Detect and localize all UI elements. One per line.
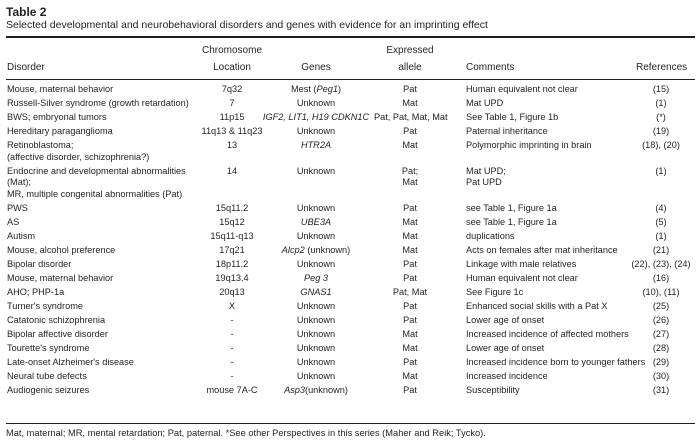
cell-genes: [262, 301, 370, 312]
cell-chromosome: mouse 7A-C: [206, 384, 258, 395]
cell-chromosome: 15q11-q13: [210, 230, 254, 241]
cell-chromosome: -: [230, 356, 234, 367]
cell-disorder-line: Audiogenic seizures: [7, 384, 90, 395]
cell-comments-line: Increased incidence: [466, 370, 548, 381]
cell-expressed-allele: [374, 315, 446, 326]
gene-symbol: GNAS1: [300, 286, 332, 297]
cell-comments-line: Susceptibility: [466, 384, 520, 395]
cell-genes: [262, 343, 370, 354]
cell-expressed-allele: [374, 231, 446, 242]
cell-disorder: [7, 357, 212, 368]
cell-genes: [262, 245, 370, 256]
cell-genes: [262, 166, 370, 177]
cell-disorder: [7, 343, 212, 354]
cell-disorder-line: Turner's syndrome: [7, 300, 83, 311]
cell-disorder-line: AHO; PHP-1a: [7, 286, 65, 297]
cell-references: (16): [652, 272, 670, 283]
cell-chromosome: 14: [226, 165, 238, 176]
cell-genes: [262, 126, 370, 137]
cell-expressed-allele-line: Pat: [403, 272, 417, 283]
cell-disorder: [7, 301, 212, 312]
gene-symbol: Asp3: [284, 384, 306, 395]
cell-disorder-line: Mouse, maternal behavior: [7, 84, 114, 95]
cell-genes: [262, 315, 370, 326]
gene-text: (unknown): [305, 384, 348, 395]
cell-comments: [466, 84, 626, 95]
cell-expressed-allele-line: Pat;: [401, 165, 419, 176]
cell-references: (5): [655, 216, 667, 227]
cell-comments: [466, 273, 626, 284]
cell-comments-line: Human equivalent not clear: [466, 84, 578, 95]
gene-symbol: Peg1: [316, 84, 338, 95]
cell-references: (30): [652, 370, 670, 381]
cell-disorder-line: AS: [7, 216, 20, 227]
gene-symbol: HTR2A: [300, 140, 332, 151]
cell-comments-line: Polymorphic imprinting in brain: [466, 140, 592, 151]
cell-genes: [262, 287, 370, 298]
cell-disorder-line: Hereditary paraganglioma: [7, 126, 113, 137]
cell-chromosome: 7q32: [221, 84, 243, 95]
cell-comments-line: see Table 1, Figure 1a: [466, 202, 557, 213]
cell-references: (19): [652, 126, 670, 137]
cell-disorder: [7, 140, 212, 163]
cell-expressed-allele-line: Mat: [402, 370, 418, 381]
table-row: [0, 139, 700, 164]
cell-expressed-allele-line: Pat, Mat: [392, 286, 428, 297]
gene-text: ): [337, 84, 342, 95]
cell-expressed-allele-line: Mat: [402, 342, 418, 353]
cell-genes: [262, 357, 370, 368]
cell-expressed-allele: [374, 259, 446, 270]
cell-expressed-allele: [374, 357, 446, 368]
table-row: [0, 243, 700, 257]
header-disorder: Disorder: [7, 62, 45, 73]
cell-expressed-allele-line: Pat, Pat, Mat, Mat: [374, 112, 448, 123]
cell-disorder: [7, 231, 212, 242]
cell-disorder: [7, 385, 212, 396]
table-footnote: Mat, maternal; MR, mental retardation; Pat, paternal. *See other Perspectives in this series (Maher and Reik; Tycko).: [6, 428, 486, 438]
cell-comments: [466, 140, 626, 151]
cell-chromosome: -: [230, 370, 234, 381]
cell-comments: [466, 385, 626, 396]
cell-expressed-allele: [374, 126, 446, 137]
table-row: [0, 271, 700, 285]
cell-references: (31): [652, 384, 670, 395]
cell-comments-line: Linkage with male relatives: [466, 258, 577, 269]
cell-disorder: [7, 84, 212, 95]
gene-text: Unknown: [296, 314, 336, 325]
cell-chromosome: 11q13 & 11q23: [201, 126, 263, 137]
cell-comments: [466, 315, 626, 326]
cell-chromosome: 11p15: [219, 112, 245, 123]
cell-expressed-allele: [374, 98, 446, 109]
cell-disorder: [7, 245, 212, 256]
cell-disorder-line: Retinoblastoma;: [7, 140, 74, 151]
cell-disorder: [7, 166, 212, 200]
cell-references: (22), (23), (24): [631, 258, 691, 269]
cell-disorder-line: Neural tube defects: [7, 370, 87, 381]
cell-references: (27): [652, 328, 670, 339]
cell-disorder: [7, 329, 212, 340]
cell-references: (28): [652, 342, 670, 353]
header-chromosome-line2: Location: [213, 62, 251, 73]
table-row: [0, 201, 700, 215]
gene-text: (unknown): [304, 244, 351, 255]
gene-text: Unknown: [296, 370, 336, 381]
table-row: [0, 111, 700, 125]
cell-references: (1): [655, 165, 667, 176]
cell-comments-line: Lower age of onset: [466, 342, 545, 353]
cell-disorder: [7, 315, 212, 326]
cell-comments: [466, 259, 626, 270]
cell-expressed-allele-line: Pat: [403, 356, 417, 367]
cell-comments-line: Pat UPD: [466, 177, 502, 188]
cell-references: (4): [655, 202, 667, 213]
cell-genes: [262, 217, 370, 228]
cell-references: (29): [652, 356, 670, 367]
header-expressed-line1: Expressed: [386, 45, 434, 56]
cell-expressed-allele-line: Pat: [403, 126, 417, 137]
gene-symbol: IGF2, LIT1, H19 CDKN1C: [262, 112, 370, 123]
cell-comments-line: Paternal inheritance: [466, 126, 548, 137]
cell-comments-line: Human equivalent not clear: [466, 272, 578, 283]
cell-expressed-allele-line: Pat: [403, 300, 417, 311]
cell-genes: [262, 371, 370, 382]
cell-expressed-allele: [374, 112, 446, 123]
header-chromosome-location: [196, 45, 268, 73]
cell-expressed-allele-line: Mat: [402, 177, 418, 188]
gene-symbol: Peg 3: [303, 272, 328, 283]
cell-comments-line: duplications: [466, 230, 515, 241]
cell-disorder-line: Mouse, alcohol preference: [7, 244, 116, 255]
cell-chromosome: 7: [229, 98, 235, 109]
cell-comments-line: Lower age of onset: [466, 314, 545, 325]
cell-chromosome: 15q11.2: [215, 202, 249, 213]
cell-disorder-line: Endocrine and developmental abnormalities (Mat);: [7, 165, 186, 188]
cell-genes: [262, 140, 370, 151]
cell-references: (10), (11): [642, 286, 680, 297]
cell-genes: [262, 203, 370, 214]
gene-symbol: Alcp2: [281, 244, 305, 255]
gene-symbol: UBE3A: [300, 216, 332, 227]
cell-expressed-allele-line: Pat: [403, 258, 417, 269]
cell-disorder: [7, 217, 212, 228]
cell-disorder-line: Russell-Silver syndrome (growth retardation): [7, 98, 189, 109]
cell-comments-line: Acts on females after mat inheritance: [466, 244, 618, 255]
table-row: [0, 257, 700, 271]
cell-expressed-allele-line: Mat: [402, 328, 418, 339]
gene-text: Unknown: [296, 258, 336, 269]
cell-genes: [262, 84, 370, 95]
cell-references: (15): [652, 84, 670, 95]
cell-genes: [262, 112, 370, 123]
table-row: [0, 215, 700, 229]
table-body: [0, 83, 700, 397]
cell-comments: [466, 231, 626, 242]
cell-comments: [466, 356, 646, 368]
cell-references: (18), (20): [642, 140, 680, 151]
cell-genes: [262, 98, 370, 109]
table-row: [0, 313, 700, 327]
cell-comments: [466, 371, 626, 382]
table-row: [0, 83, 700, 97]
cell-expressed-allele: [374, 273, 446, 284]
cell-chromosome: 19q13.4: [215, 272, 249, 283]
cell-comments-line: Enhanced social skills with a Pat X: [466, 300, 608, 311]
cell-disorder-line: PWS: [7, 202, 28, 213]
cell-comments: [466, 301, 626, 312]
cell-disorder: [7, 371, 212, 382]
cell-expressed-allele-line: Pat: [403, 202, 417, 213]
cell-chromosome: -: [230, 314, 234, 325]
table-row: [0, 369, 700, 383]
table-row: [0, 125, 700, 139]
table-title-block: [6, 5, 696, 32]
cell-expressed-allele-line: Mat: [402, 98, 418, 109]
cell-expressed-allele-line: Mat: [402, 230, 418, 241]
cell-comments: [466, 287, 626, 298]
cell-disorder-line: MR, multiple congenital abnormalities (Pat): [7, 188, 183, 199]
cell-chromosome: X: [228, 300, 236, 311]
cell-expressed-allele-line: Mat: [402, 216, 418, 227]
cell-expressed-allele-line: Mat: [402, 140, 418, 151]
cell-expressed-allele: [374, 217, 446, 228]
cell-expressed-allele-line: Pat: [403, 384, 417, 395]
gene-text: Unknown: [296, 98, 336, 109]
cell-genes: [262, 273, 370, 284]
gene-text: Unknown: [296, 342, 336, 353]
cell-comments-line: See Figure 1c: [466, 286, 524, 297]
cell-expressed-allele: [374, 203, 446, 214]
gene-text: Unknown: [296, 230, 336, 241]
cell-comments: [466, 328, 629, 340]
cell-expressed-allele-line: Pat: [403, 84, 417, 95]
gene-text: Unknown: [296, 300, 336, 311]
header-references: References: [636, 62, 688, 73]
gene-text: Unknown: [296, 165, 336, 176]
table-row: [0, 327, 700, 341]
cell-expressed-allele-line: Mat: [402, 244, 418, 255]
cell-genes: [262, 329, 370, 340]
cell-comments: [466, 126, 626, 137]
cell-expressed-allele: [374, 140, 446, 151]
table-caption: Selected developmental and neurobehavioral disorders and genes with evidence for an imprinting effect: [6, 19, 488, 31]
cell-expressed-allele: [374, 343, 446, 354]
cell-references: (21): [652, 244, 670, 255]
header-genes: Genes: [301, 62, 331, 73]
cell-comments-line: Mat UPD;: [466, 165, 506, 176]
header-expressed-line2: allele: [398, 62, 422, 73]
gene-text: Unknown: [296, 356, 336, 367]
cell-comments-line: see Table 1, Figure 1a: [466, 216, 557, 227]
cell-disorder-line: Catatonic schizophrenia: [7, 314, 106, 325]
cell-references: (26): [652, 314, 670, 325]
cell-disorder: [7, 273, 212, 284]
cell-comments: [466, 343, 626, 354]
gene-text: Unknown: [296, 202, 336, 213]
header-rule: [6, 79, 695, 80]
cell-chromosome: -: [230, 342, 234, 353]
header-chromosome-line1: Chromosome: [201, 45, 263, 56]
table-row: [0, 383, 700, 397]
cell-disorder: [7, 126, 212, 137]
header-expressed-allele: [374, 45, 446, 73]
cell-chromosome: 18p11.2: [215, 258, 249, 269]
cell-references: (1): [655, 98, 667, 109]
cell-comments-line: See Table 1, Figure 1b: [466, 112, 559, 123]
table-row: [0, 285, 700, 299]
cell-genes: [262, 385, 370, 396]
cell-disorder-line: Tourette's syndrome: [7, 342, 90, 353]
gene-text: Unknown: [296, 126, 336, 137]
cell-references: (*): [656, 112, 666, 123]
cell-disorder: [7, 203, 212, 214]
cell-comments: [466, 98, 626, 109]
cell-comments: [466, 245, 626, 256]
table-row: [0, 355, 700, 369]
bottom-rule: [6, 423, 695, 424]
cell-expressed-allele: [374, 371, 446, 382]
table-row: [0, 299, 700, 313]
cell-expressed-allele: [374, 329, 446, 340]
cell-chromosome: -: [230, 328, 234, 339]
table-row: [0, 341, 700, 355]
cell-comments: [466, 166, 626, 189]
cell-chromosome: 17q21: [219, 244, 245, 255]
cell-disorder-line: Bipolar disorder: [7, 258, 72, 269]
cell-expressed-allele: [374, 301, 446, 312]
cell-expressed-allele: [374, 287, 446, 298]
table-row: [0, 164, 700, 201]
cell-disorder-line: Mouse, maternal behavior: [7, 272, 114, 283]
cell-disorder-line: Late-onset Alzheimer's disease: [7, 356, 134, 367]
cell-chromosome: 20q13: [219, 286, 245, 297]
cell-expressed-allele: [374, 166, 446, 189]
cell-comments: [466, 203, 626, 214]
cell-disorder-line: (affective disorder, schizophrenia?): [7, 151, 150, 162]
cell-disorder: [7, 112, 212, 123]
cell-references: (25): [652, 300, 670, 311]
cell-disorder: [7, 259, 212, 270]
table-row: [0, 97, 700, 111]
header-comments: Comments: [466, 62, 515, 73]
gene-text: Unknown: [296, 328, 336, 339]
cell-genes: [262, 259, 370, 270]
cell-disorder: [7, 98, 212, 109]
cell-disorder: [7, 287, 212, 298]
cell-references: (1): [655, 230, 667, 241]
cell-comments-line: Increased incidence of affected mothers: [466, 328, 629, 339]
top-rule: [6, 36, 695, 38]
cell-expressed-allele: [374, 385, 446, 396]
table-label: Table 2: [6, 5, 47, 19]
cell-comments: [466, 112, 626, 123]
cell-genes: [262, 231, 370, 242]
cell-expressed-allele: [374, 84, 446, 95]
gene-text: Mest (: [290, 84, 317, 95]
cell-comments-line: Mat UPD: [466, 98, 504, 109]
cell-disorder-line: Bipolar affective disorder: [7, 328, 108, 339]
cell-comments: [466, 217, 626, 228]
cell-disorder-line: Autism: [7, 230, 36, 241]
cell-expressed-allele: [374, 245, 446, 256]
cell-chromosome: 13: [226, 140, 238, 151]
cell-expressed-allele-line: Pat: [403, 314, 417, 325]
table-row: [0, 229, 700, 243]
cell-disorder-line: BWS; embryonal tumors: [7, 112, 107, 123]
cell-comments-line: Increased incidence born to younger fathers: [466, 356, 646, 367]
cell-chromosome: 15q12: [219, 216, 245, 227]
